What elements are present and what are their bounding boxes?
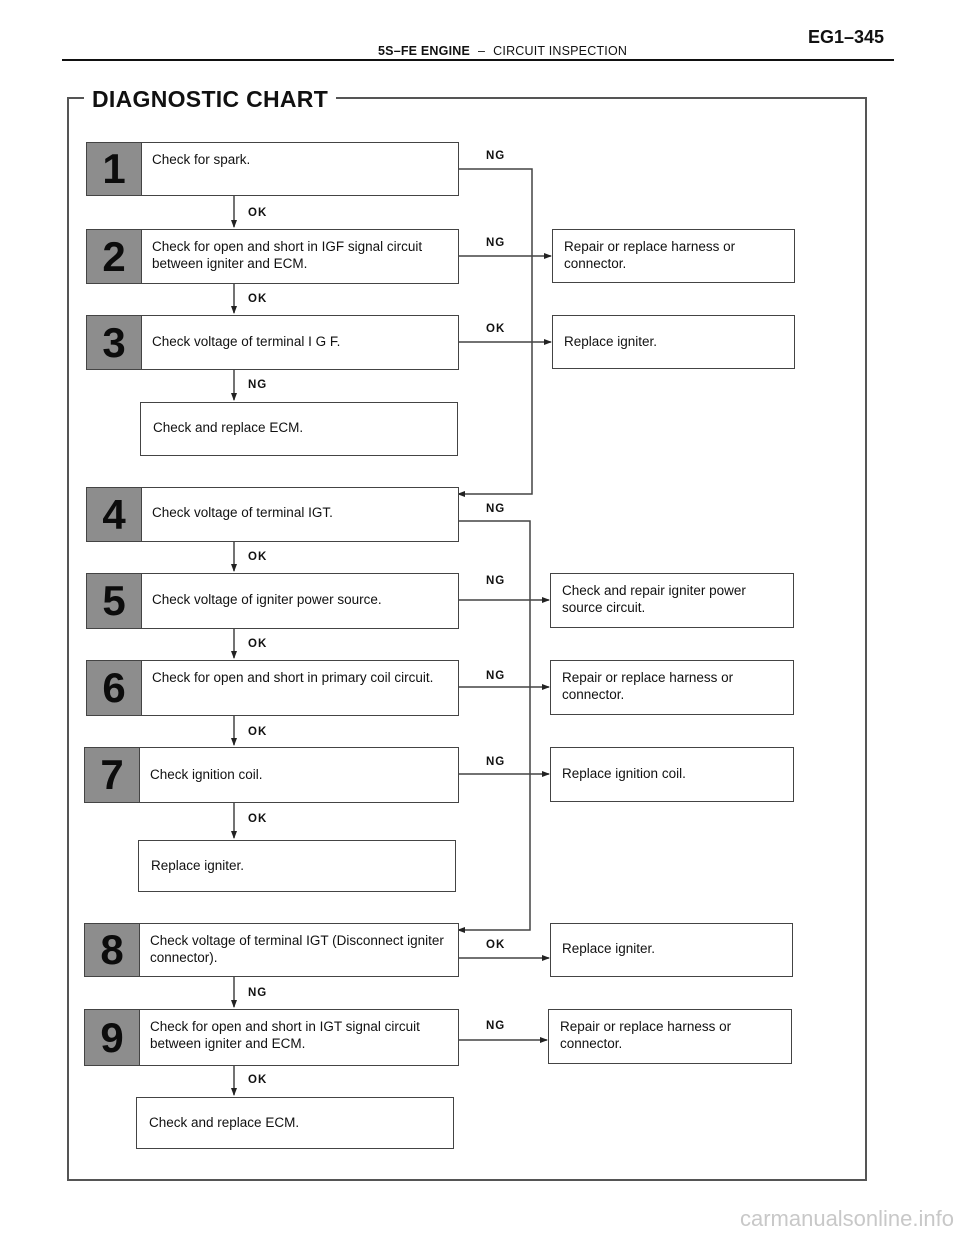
step-text: Check voltage of terminal IGT (Disconnect igniter connector). (150, 933, 444, 965)
action-text: Repair or replace harness or connector. (564, 239, 736, 271)
topic-name: CIRCUIT INSPECTION (493, 44, 628, 58)
action-text: Check and repair igniter power source circuit. (562, 583, 746, 615)
step-number: 4 (87, 488, 142, 541)
step-7-box (84, 747, 459, 803)
terminal-replace-igniter (138, 840, 456, 892)
label-4-5-ok: OK (248, 551, 268, 563)
action-text: Replace ignition coil. (562, 766, 686, 781)
action-repair-harness-2 (550, 660, 794, 715)
terminal-text: Replace igniter. (151, 858, 245, 873)
label-7-ok: OK (248, 813, 268, 825)
step-text: Check for spark. (152, 152, 251, 167)
label-6-7-ok: OK (248, 726, 268, 738)
step-number: 5 (87, 574, 142, 628)
label-5-ng: NG (486, 575, 506, 587)
label-7-ng: NG (486, 756, 506, 768)
label-8-ok: OK (486, 939, 506, 951)
terminal-text: Check and replace ECM. (153, 420, 304, 435)
step-1-box (86, 142, 459, 196)
step-number: 2 (87, 230, 142, 283)
label-3-ok: OK (486, 323, 506, 335)
section-name: 5S–FE ENGINE (378, 44, 471, 58)
header-separator: – (478, 44, 486, 58)
step-4-box (86, 487, 459, 542)
action-repair-igniter-power (550, 573, 794, 628)
step-5-box (86, 573, 459, 629)
step-8-box (84, 923, 459, 977)
action-repair-harness-1 (552, 229, 795, 283)
action-replace-igniter-1 (552, 315, 795, 369)
step-3-box (86, 315, 459, 370)
step-number: 9 (85, 1010, 140, 1065)
step-text: Check ignition coil. (150, 767, 263, 782)
action-text: Repair or replace harness or connector. (560, 1019, 732, 1051)
step-number: 7 (85, 748, 140, 802)
label-1-2-ok: OK (248, 207, 268, 219)
label-4-ng: NG (486, 503, 506, 515)
step-text: Check for open and short in IGF signal circuit between igniter and ECM. (152, 239, 423, 271)
label-2-ng: NG (486, 237, 506, 249)
label-6-ng: NG (486, 670, 506, 682)
step-text: Check voltage of terminal IGT. (152, 505, 333, 520)
chart-title: DIAGNOSTIC CHART (84, 86, 336, 113)
step-text: Check voltage of terminal I G F. (152, 334, 341, 349)
label-1-ng: NG (486, 150, 506, 162)
page-number: EG1–345 (808, 27, 885, 47)
action-text: Replace igniter. (562, 941, 656, 956)
step-number: 8 (85, 924, 140, 976)
step-number: 6 (87, 661, 142, 715)
step-text: Check for open and short in IGT signal circuit between igniter and ECM. (150, 1019, 420, 1051)
step-2-box (86, 229, 459, 284)
label-9-ok: OK (248, 1074, 268, 1086)
step-6-box (86, 660, 459, 716)
step-number: 1 (87, 143, 142, 195)
step-text: Check voltage of igniter power source. (152, 592, 382, 607)
label-2-3-ok: OK (248, 293, 268, 305)
terminal-check-replace-ecm-1 (140, 402, 458, 456)
terminal-text: Check and replace ECM. (149, 1115, 300, 1130)
label-8-ng: NG (248, 987, 268, 999)
step-number: 3 (87, 316, 142, 369)
action-text: Repair or replace harness or connector. (562, 670, 734, 702)
watermark: carmanualsonline.info (739, 1206, 954, 1231)
action-repair-harness-3 (548, 1009, 792, 1064)
action-replace-igniter-2 (550, 923, 793, 977)
action-text: Replace igniter. (564, 334, 658, 349)
label-3-ng: NG (248, 379, 268, 391)
action-replace-ignition-coil (550, 747, 794, 802)
step-9-box (84, 1009, 459, 1066)
label-5-6-ok: OK (248, 638, 268, 650)
terminal-check-replace-ecm-2 (136, 1097, 454, 1149)
step-text: Check for open and short in primary coil circuit. (152, 670, 434, 685)
label-9-ng: NG (486, 1020, 506, 1032)
